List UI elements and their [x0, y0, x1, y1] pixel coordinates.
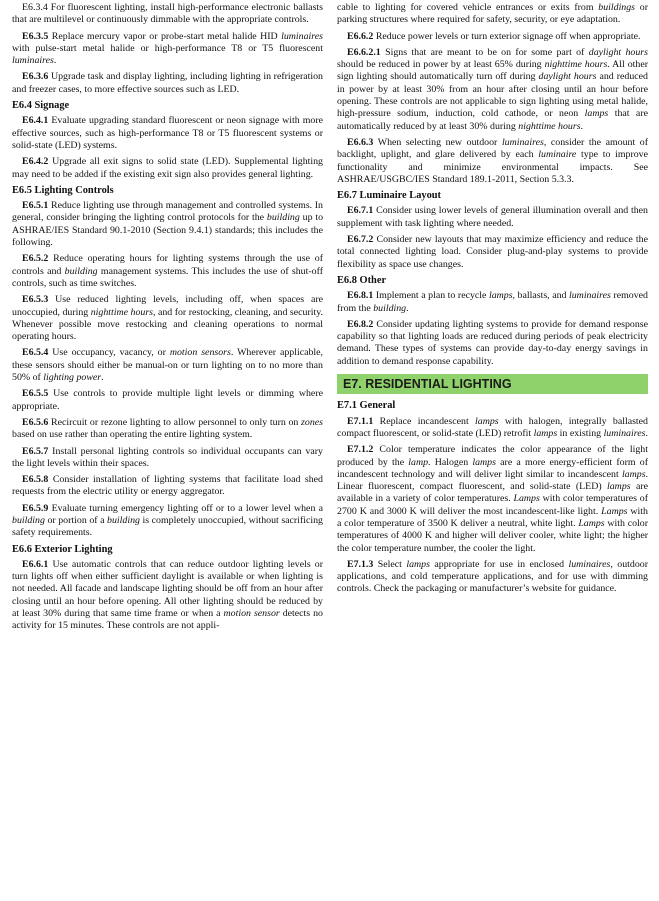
paragraph: E6.5.6 Recircuit or rezone lighting to allow personnel to only turn on zones based on use rather than operating the entire lighting system.	[12, 416, 323, 441]
paragraph: E6.3.5 Replace mercury vapor or probe-start metal halide HID luminaires with pulse-start metal halide or high-performance T8 or T5 fluorescent luminaires.	[12, 30, 323, 67]
paragraph: E6.4.2 Upgrade all exit signs to solid state (LED). Supplemental lighting may need to be added if the existing exit sign also provides general lighting.	[12, 156, 323, 180]
paragraph: E6.6.2.1 Signs that are meant to be on for some part of daylight hours should be reduced in power by at least 65% during nighttime hours. All other sign lighting should automatically turn off during daylight hours and reduced in power by at least 30% from an hour after closing until an hour before opening. These controls are not applicable to sign lighting using metal halide, high-pressure sodium, induction, cold cathode, or neon lamps that are automatically reduced by at least 30% during nighttime hours.	[337, 46, 648, 132]
section-heading: E7.1 General	[337, 400, 396, 412]
section-heading: E6.5 Lighting Controls	[12, 184, 114, 196]
paragraph: E6.4.1 Evaluate upgrading standard fluorescent or neon signage with more effective sources, such as high-performance T8 or T5 fluorescent systems or solid-state (LED) systems.	[12, 115, 323, 151]
left-column	[12, 2, 323, 901]
paragraph: cable to lighting for covered vehicle entrances or exits from buildings or parking structures where required for safety, security, or eye adaptation.	[337, 2, 648, 26]
paragraph: E6.3.6 Upgrade task and display lighting, including lighting in refrigeration and freezer cases, to more effective sources such as LED.	[12, 71, 323, 95]
paragraph: E6.5.8 Consider installation of lighting systems that facilitate load shed requests from the electric utility or energy aggregator.	[12, 474, 323, 498]
paragraph: E6.5.4 Use occupancy, vacancy, or motion sensors. Wherever applicable, these sensors should either be manual-on or turn lighting on to no more than 50% of lighting power.	[12, 347, 323, 384]
paragraph: E6.5.5 Use controls to provide multiple light levels or dimming where appropriate.	[12, 388, 323, 412]
paragraph: E6.7.2 Consider new layouts that may maximize efficiency and reduce the total connected lighting load. Consider plug-and-play systems to provide flexibility as space use changes.	[337, 234, 648, 270]
paragraph: E7.1.1 Replace incandescent lamps with halogen, integrally ballasted compact fluorescent, or solid-state (LED) retrofit lamps in existing luminaires.	[337, 415, 648, 439]
paragraph: E6.6.2 Reduce power levels or turn exterior signage off when appropriate.	[347, 30, 641, 42]
paragraph: E6.5.1 Reduce lighting use through management and controlled systems. In general, consider bringing the lighting control protocols for the building up to ASHRAE/IES Standard 90.1-2010 (Section 9.4.1) standards; this includes the following.	[12, 200, 324, 249]
section-heading: E6.8 Other	[337, 274, 387, 286]
paragraph: E6.3.4 For fluorescent lighting, install high-performance electronic ballasts that are multilevel or continuously dimmable with the appropriate controls.	[12, 2, 323, 26]
paragraph: E7.1.3 Select lamps appropriate for use in enclosed luminaires, outdoor applications, and cold temperature applications, and for use with dimming controls. Check the packaging or manufacturer’s website for guidance.	[337, 558, 648, 595]
paragraph: E6.7.1 Consider using lower levels of general illumination overall and then supplement with task lighting where needed.	[337, 205, 648, 229]
paragraph: E6.5.3 Use reduced lighting levels, including off, when spaces are unoccupied, during nighttime hours, and for restocking, cleaning, and security. Whenever possible move restocking and cleaning operations to normal operating hours.	[12, 294, 323, 343]
paragraph: E6.5.7 Install personal lighting controls so individual occupants can vary the light levels within their spaces.	[12, 445, 323, 469]
chapter-heading-bar: E7. RESIDENTIAL LIGHTING	[337, 374, 648, 394]
paragraph: E6.6.1 Use automatic controls that can reduce outdoor lighting levels or turn lights off when either sufficient daylight is available or when lighting is not needed. All facade and landscape lighting should be off from an hour after closing until an hour before opening. All other lighting should be reduced by at least 30% during that same time frame or when a motion sensor detects no activity for 15 minutes. These controls are not appli-	[12, 558, 323, 632]
paragraph: E6.6.3 When selecting new outdoor luminaires, consider the amount of backlight, uplight, and glare delivered by each luminaire type to improve functionality and minimize environmental impacts. See ASHRAE/USGBC/IES Standard 189.1-2011, Section 5.3.3.	[337, 136, 649, 185]
section-heading: E6.4 Signage	[12, 100, 70, 112]
paragraph: E6.8.1 Implement a plan to recycle lamps, ballasts, and luminaires removed from the building.	[337, 290, 648, 314]
right-column	[337, 2, 648, 901]
section-heading: E6.7 Luminaire Layout	[337, 190, 442, 202]
paragraph: E6.5.2 Reduce operating hours for lighting systems through the use of controls and building management systems. This includes the use of shut-off controls, such as time switches.	[12, 253, 323, 289]
paragraph: E6.8.2 Consider updating lighting systems to provide for demand response capability so that lighting loads are reduced during periods of peak electricity demand. These types of systems can provide day-to-day energy savings in addition to demand response capability.	[337, 318, 648, 367]
paragraph: E6.5.9 Evaluate turning emergency lighting off or to a lower level when a building or portion of a building is completely unoccupied, without sacrificing safety requirements.	[12, 502, 323, 539]
section-heading: E6.6 Exterior Lighting	[12, 543, 113, 555]
paragraph: E7.1.2 Color temperature indicates the color appearance of the light produced by the lamp. Halogen lamps are a more energy-efficient form of incandescent technology and will deliver light similar to incandescent lamps. Linear fluorescent, compact fluorescent, and solid-state (LED) lamps are available in a variety of color temperatures. Lamps with color temperatures of 2700 K and 3000 K will deliver the most incandescent-like light. Lamps with a color temperature of 3500 K deliver a neutral, white light. Lamps with color temperatures of 4000 K and higher will deliver cooler, white light; the higher the color temperature number, the cooler the light.	[337, 444, 649, 554]
